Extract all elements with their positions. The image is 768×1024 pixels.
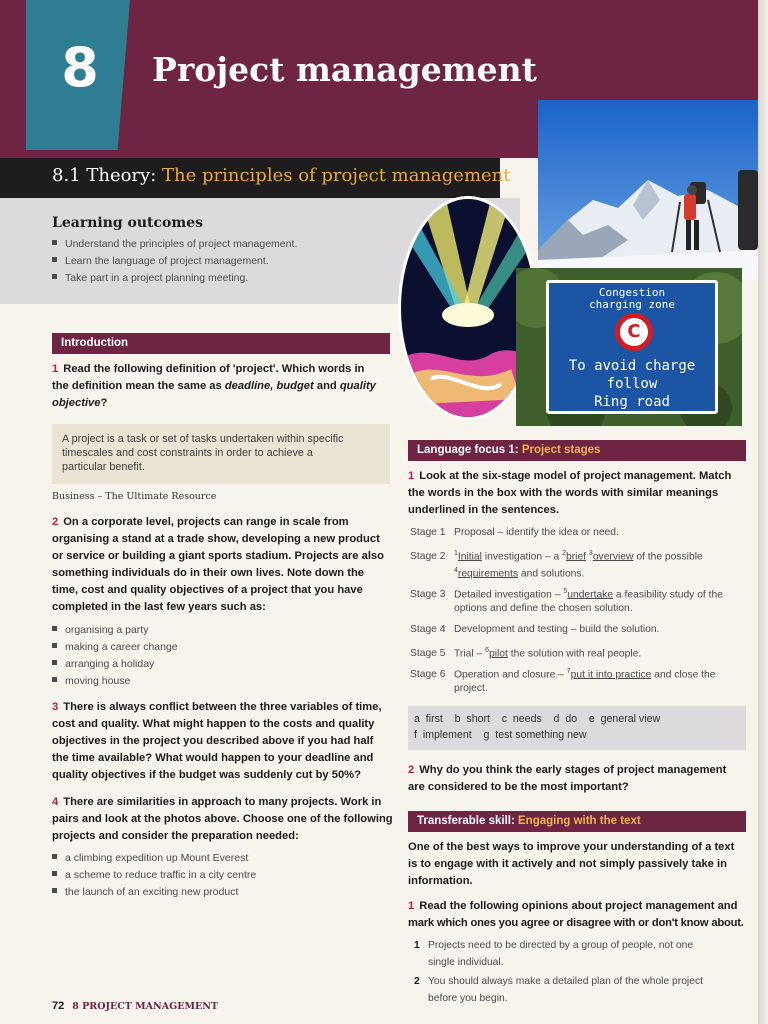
language-focus-question-2: 2 Why do you think the early stages of project management are considered to be the most important? bbox=[408, 764, 727, 793]
project-examples-list bbox=[52, 622, 178, 690]
stage-3-continued: options and define the chosen solution. bbox=[454, 603, 633, 614]
stage-lights-illustration bbox=[401, 199, 535, 417]
list-item: making a career change bbox=[52, 639, 178, 656]
stage-6-continued: project. bbox=[454, 683, 488, 694]
sign-header: Congestion charging zone bbox=[588, 286, 676, 311]
transferable-skill-question-1: 1 Read the following opinions about project management and mark which ones you agree or disagree with or don't know about. bbox=[408, 900, 744, 929]
bullet-icon bbox=[52, 240, 57, 245]
sign-message: To avoid charge follow Ring road bbox=[568, 358, 696, 410]
learning-outcomes-list bbox=[52, 236, 297, 287]
list-item: 2 You should always make a detailed plan of the whole project bbox=[414, 976, 703, 987]
stage-4: Stage 4 Development and testing – build the solution. bbox=[410, 624, 660, 635]
bullet-icon bbox=[52, 257, 57, 262]
transferable-skill-heading: Transferable skill: Engaging with the text bbox=[408, 811, 746, 832]
opinions-list bbox=[414, 937, 748, 1007]
congestion-charge-icon: C bbox=[615, 313, 653, 351]
definition-source: Business – The Ultimate Resource bbox=[52, 491, 217, 502]
page-footer bbox=[52, 1000, 218, 1012]
list-item: Learn the language of project management. bbox=[52, 253, 297, 270]
congestion-sign-photo bbox=[516, 268, 742, 426]
stage-list bbox=[410, 524, 750, 702]
stage-2-continued: $^4$requirements and solutions. bbox=[454, 567, 585, 580]
learning-outcomes-heading: Learning outcomes bbox=[52, 215, 203, 231]
word-box-row-2: f implement g test something new bbox=[414, 729, 587, 741]
language-focus-heading: Language focus 1: Project stages bbox=[408, 440, 746, 461]
question-1: 1 Read the following definition of 'project'. Which words in the definition mean the same as deadline, budget and quality objective? bbox=[52, 363, 376, 409]
list-item: organising a party bbox=[52, 622, 178, 639]
section-prefix: 8.1 Theory: bbox=[52, 165, 157, 186]
mountain-climber-illustration bbox=[538, 100, 760, 280]
word-box bbox=[408, 706, 746, 750]
list-item: a scheme to reduce traffic in a city centre bbox=[52, 867, 256, 884]
bullet-icon bbox=[52, 871, 57, 876]
bullet-icon bbox=[52, 888, 57, 893]
list-item: arranging a holiday bbox=[52, 656, 178, 673]
bullet-icon bbox=[52, 854, 57, 859]
word-box-row-1: a first b short c needs d do e general view bbox=[414, 713, 661, 725]
question-2: 2 On a corporate level, projects can range in scale from organising a stand at a trade show, developing a new product or service or building a giant sports stadium. Projects are also something individuals do in their own lives. Note down the time, cost and quality objectives of a project that you have completed in the last few years such as: bbox=[52, 516, 384, 613]
bullet-icon bbox=[52, 274, 57, 279]
list-item: a climbing expedition up Mount Everest bbox=[52, 850, 256, 867]
stage-3: Stage 3 Detailed investigation – $^5$undertake a feasibility study of the bbox=[410, 588, 723, 601]
list-item: the launch of an exciting new product bbox=[52, 884, 256, 901]
footer-chapter: 8 PROJECT MANAGEMENT bbox=[72, 1001, 218, 1012]
list-item-continued: single individual. bbox=[428, 957, 504, 968]
project-choices-list bbox=[52, 850, 256, 901]
list-item: 1 Projects need to be directed by a group of people, not one bbox=[414, 940, 694, 951]
chapter-number: 8 bbox=[61, 36, 99, 99]
stage-2: Stage 2 $^1$Initial investigation – a $^2$brief $^3$overview of the possible bbox=[410, 550, 703, 563]
stage-6: Stage 6 Operation and closure – $^7$put it into practice and close the bbox=[410, 668, 716, 681]
section-name: The principles of project management bbox=[162, 165, 511, 186]
stage-1: Stage 1 Proposal – identify the idea or need. bbox=[410, 527, 619, 538]
bullet-icon bbox=[52, 626, 57, 631]
language-focus-question-1: 1 Look at the six-stage model of project management. Match the words in the box with the words with similar meanings underlined in the sentences. bbox=[408, 470, 732, 516]
chapter-title: Project management bbox=[152, 50, 537, 89]
list-item: moving house bbox=[52, 673, 178, 690]
bullet-icon bbox=[52, 660, 57, 665]
question-3: 3 There is always conflict between the three variables of time, cost and quality. What might happen to the costs and quality objectives in the project you described above if you had half the time available? What would happen to your deadline and quality objectives if the budget was suddenly cut by 50%? bbox=[52, 701, 382, 781]
page-edge bbox=[758, 0, 768, 1024]
section-title bbox=[52, 165, 511, 186]
list-item-continued: before you begin. bbox=[428, 993, 508, 1004]
definition-box: A project is a task or set of tasks undertaken within specific timescales and cost constraints in order to achieve a particular benefit. bbox=[52, 424, 390, 484]
question-4: 4 There are similarities in approach to many projects. Work in pairs and look at the photos above. Choose one of the following projects and consider the preparation needed: bbox=[52, 796, 393, 842]
mountain-climber-photo bbox=[538, 100, 760, 280]
list-item: Understand the principles of project management. bbox=[52, 236, 297, 253]
transferable-skill-intro: One of the best ways to improve your understanding of a text is to engage with it actively and not simply passively take in information. bbox=[408, 841, 735, 887]
introduction-heading: Introduction bbox=[52, 333, 390, 354]
bullet-icon bbox=[52, 643, 57, 648]
page-number: 72 bbox=[52, 1000, 65, 1012]
road-sign bbox=[546, 280, 718, 414]
bullet-icon bbox=[52, 677, 57, 682]
stage-5: Stage 5 Trial – $^6$pilot the solution with real people. bbox=[410, 647, 642, 660]
list-item: Take part in a project planning meeting. bbox=[52, 270, 297, 287]
